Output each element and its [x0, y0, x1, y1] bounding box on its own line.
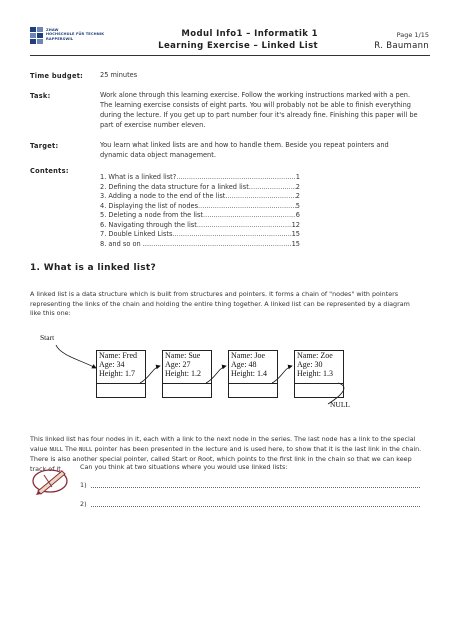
node-age: Age: 48 [231, 360, 257, 369]
author: R. Baumann [374, 41, 429, 51]
toc-item[interactable]: 1. What is a linked list? ..... 1 [100, 173, 300, 183]
section-heading: 1. What is a linked list? [30, 263, 156, 273]
task-text: Work alone through this learning exercise. Follow the working instructions marked with a pen. The learning exercise consists of eight parts. You will probably not be able to finish everything during the lecture. If you get up to part number four it's already fine. Finishing this paper will be part of exercise number eleven. [100, 91, 418, 129]
node-name: Name: Zoe [297, 351, 333, 360]
toc-item[interactable]: 7. Double Linked Lists ..... 15 [100, 230, 300, 240]
contents-label: Contents: [30, 167, 69, 175]
school-line: HOCHSCHULE FÜR TECHNIK [46, 32, 105, 37]
module-title: Modul Info1 – Informatik 1 [181, 29, 318, 39]
null-keyword: NULL [49, 446, 63, 453]
document-title: Learning Exercise – Linked List [158, 41, 318, 51]
list-node [96, 350, 146, 398]
toc-item[interactable]: 3. Adding a node to the end of the list ..... 2 [100, 192, 300, 202]
page-number: Page 1/15 [396, 31, 429, 39]
school-line: ZHAW [46, 28, 59, 32]
node-next-pointer [295, 383, 343, 397]
node-height: Height: 1.4 [231, 369, 267, 378]
node-age: Age: 34 [99, 360, 125, 369]
node-name: Name: Fred [99, 351, 137, 360]
node-name: Name: Joe [231, 351, 265, 360]
node-height: Height: 1.3 [297, 369, 333, 378]
target-text: You learn what linked lists are and how to handle them. Beside you repeat pointers and dynamic data object management. [100, 141, 389, 159]
pen-icon [30, 465, 70, 495]
start-pointer-label: Start [40, 333, 55, 342]
toc-item[interactable]: 5. Deleting a node from the list ..... 6 [100, 211, 300, 221]
list-node [294, 350, 344, 398]
task-label: Task: [30, 92, 51, 100]
node-next-pointer [229, 383, 277, 397]
toc-item[interactable]: 4. Displaying the list of nodes ..... 5 [100, 202, 300, 212]
explanation-paragraph: This linked list has four nodes in it, each with a link to the next node in the series. The last node has a link to the special value NULL The NULL pointer has been presented in the lecture and is used here, to show that it is the last link in the chain. There is also another special pointer, called Start or Root, which points to the first link in the chain so that we can keep track of it. [30, 435, 422, 473]
toc-item[interactable]: 8. and so on ... ..... 15 [100, 240, 300, 250]
target-label: Target: [30, 142, 59, 150]
node-next-pointer [97, 383, 145, 397]
intro-paragraph: A linked list is a data structure which is built from structures and pointers. It forms a chain of "nodes" with pointers representing the links of the chain and holding the entire thing together. A linked list can be represented by a diagram like this one: [30, 290, 410, 318]
null-label: NULL [330, 400, 350, 409]
answer-line-1[interactable]: 1) [80, 481, 420, 489]
toc-item[interactable]: 6. Navigating through the list ..... 12 [100, 221, 300, 231]
question-text: Can you think at two situations where you would use linked lists: [80, 463, 288, 471]
school-line: RAPPERSWIL [46, 36, 74, 41]
time-budget-label: Time budget: [30, 72, 84, 80]
answer-line-2[interactable]: 2) [80, 500, 420, 508]
list-node [228, 350, 278, 398]
list-node [162, 350, 212, 398]
node-height: Height: 1.2 [165, 369, 201, 378]
node-height: Height: 1.7 [99, 369, 135, 378]
time-budget-value: 25 minutes [100, 71, 138, 79]
node-next-pointer [163, 383, 211, 397]
node-age: Age: 27 [165, 360, 191, 369]
null-keyword: NULL [78, 446, 93, 453]
node-name: Name: Sue [165, 351, 201, 360]
toc-item[interactable]: 2. Defining the data structure for a linked list ..... 2 [100, 183, 300, 193]
node-age: Age: 30 [297, 360, 323, 369]
